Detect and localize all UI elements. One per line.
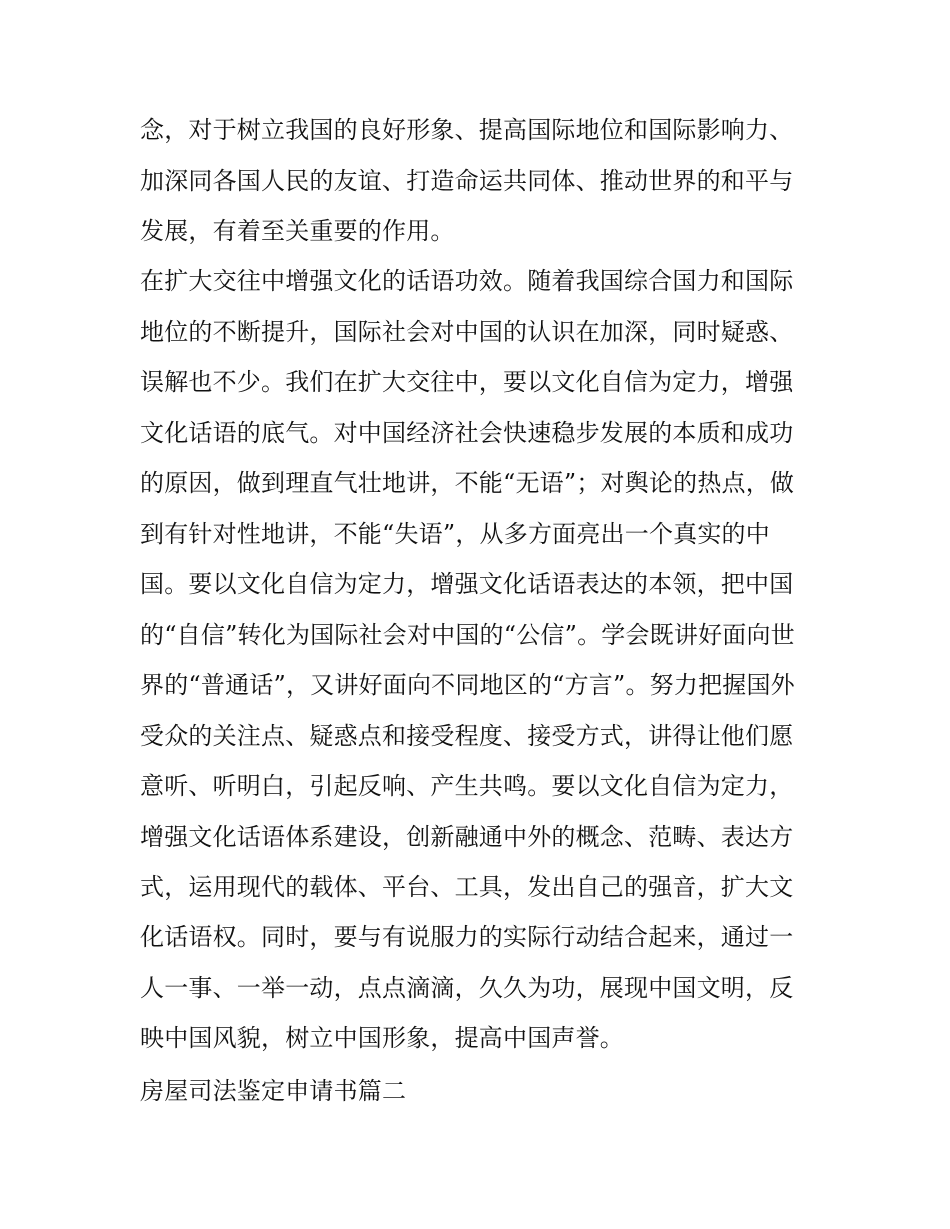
text-line: 的原因，做到理直气壮地讲，不能“无语”；对舆论的热点，做 [140, 469, 795, 497]
text-line: 增强文化话语体系建设，创新融通中外的概念、范畴、表达方 [140, 823, 794, 851]
text-line: 文化话语的底气。对中国经济社会快速稳步发展的本质和成功 [140, 419, 794, 447]
text-line: 国。要以文化自信为定力，增强文化话语表达的本领，把中国 [140, 570, 794, 598]
text-line: 式，运用现代的载体、平台、工具，发出自己的强音，扩大文 [140, 873, 794, 901]
text-line: 映中国风貌，树立中国形象，提高中国声誉。 [140, 1024, 624, 1052]
text-line: 误解也不少。我们在扩大交往中，要以文化自信为定力，增强 [140, 368, 794, 396]
text-line: 界的“普通话”，又讲好面向不同地区的“方言”。努力把握国外 [140, 671, 795, 699]
text-line: 的“自信”转化为国际社会对中国的“公信”。学会既讲好面向世 [140, 621, 795, 649]
section-heading: 房屋司法鉴定申请书篇二 [140, 1077, 407, 1105]
text-line: 意听、听明白，引起反响、产生共鸣。要以文化自信为定力， [140, 772, 794, 800]
text-line: 受众的关注点、疑惑点和接受程度、接受方式，讲得让他们愿 [140, 722, 794, 750]
text-line: 人一事、一举一动，点点滴滴，久久为功，展现中国文明，反 [140, 974, 794, 1002]
text-line: 化话语权。同时，要与有说服力的实际行动结合起来，通过一 [140, 923, 794, 951]
text-line: 发展，有着至关重要的作用。 [140, 217, 455, 245]
text-line: 在扩大交往中增强文化的话语功效。随着我国综合国力和国际 [140, 267, 794, 295]
text-line: 加深同各国人民的友谊、打造命运共同体、推动世界的和平与 [140, 167, 794, 195]
text-line: 到有针对性地讲，不能“失语”，从多方面亮出一个真实的中 [140, 520, 770, 548]
text-line: 地位的不断提升，国际社会对中国的认识在加深，同时疑惑、 [140, 318, 794, 346]
text-line: 念，对于树立我国的良好形象、提高国际地位和国际影响力、 [140, 116, 794, 144]
